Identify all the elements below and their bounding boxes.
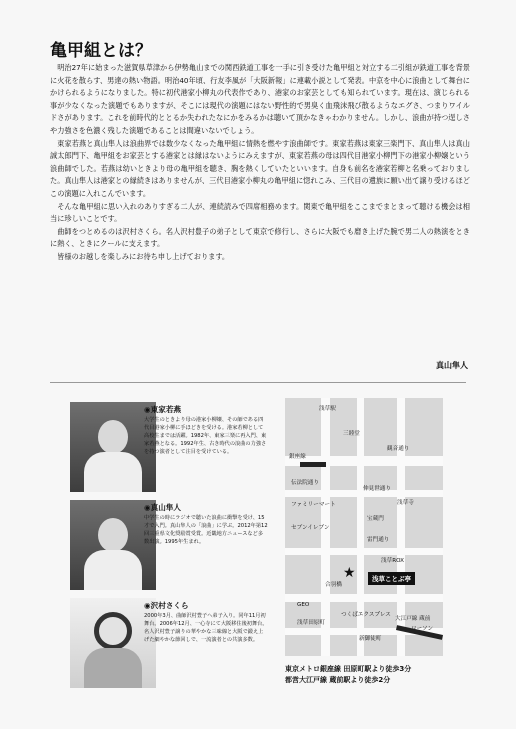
access-map: [285, 398, 443, 656]
map-label: 三睦堂: [343, 431, 360, 437]
paragraph: 明治27年に始まった滋賀県草津から伊勢亀山までの関西鉄道工事を一手に引き受けた亀甲組と対立する二引組が鉄道工事を背景に火花を散らす、男達の熱い物語。明治40年頃、行友李風が「大阪新報」に連載小説として発表。中京を中心に浪曲として舞台にかけられるようになりました。特に初代港家小柳丸の代表作であり、港家のお家芸としても知られています。現在は、演じられる事が少なくなった演題でもありますが、そこには現代の演題にはない野性的で男臭く血飛沫飛び散るようなエグさ、つまりワイルドさがあります。これを前時代的ととるか失われたなにかをみるかは聴いて頂かなきゃわかりません。しかし、浪曲が持つ逞しさや力強さを色濃く残した演題であることは間違いないでしょう。: [50, 63, 470, 135]
access-info: [285, 664, 411, 686]
performer-name: ◉沢村さくら: [144, 601, 189, 610]
performer-name: ◉東家若燕: [144, 405, 182, 414]
map-label: 浅草駅: [319, 406, 336, 412]
signature: 真山隼人: [436, 361, 468, 370]
map-label: 仲見世通り: [363, 486, 391, 492]
map-label: 浅草田原町: [297, 620, 325, 626]
map-label: 雷門通り: [367, 537, 390, 543]
map-label: 伝法院通り: [291, 480, 319, 486]
map-label: つくばエクスプレス: [341, 612, 391, 618]
venue-star-icon: ★: [343, 565, 356, 581]
map-label: 宝蔵門: [367, 516, 384, 522]
story-body: [50, 62, 470, 264]
section-divider: [50, 382, 466, 383]
map-label: 新御徒町: [359, 636, 382, 642]
performer-description: 2000年3月、曲師沢村豊子へ弟子入り。同年11月初舞台。2006年12月、一心寺にて大阪移住後初舞台。名人沢村豊子譲りの華やかな三味線と大阪で鍛え上げた細やかな節回しで、一流演者との共演多数。: [144, 613, 268, 643]
paragraph: 東家若燕と真山隼人は浪曲界では数少なくなった亀甲組に情熱を燃やす浪曲師です。東家若燕は東家三楽門下、真山隼人は真山誠太郎門下、亀甲組をお家芸とする港家とは縁はないようにみえますが、東家若燕の母は四代目港家小柳門下の港家小柳嬢という浪曲師でした。若燕は幼いときより母の亀甲組を聴き、胸を熱くしていたといいます。自身も前名を港家若柳と名乗っておりました。真山隼人は港家との縁続きはありませんが、三代目港家小柳丸の亀甲組に惚れこみ、三代目の遺族に願い出て譲り受けるほどこの演題に入れこんでいます。: [50, 138, 470, 198]
map-label: 観音通り: [387, 446, 410, 452]
map-label: 浅草ROX: [381, 558, 404, 564]
page-title: 亀甲組とは？: [50, 41, 152, 61]
access-line: 東京メトロ銀座線 田原町駅より徒歩3分: [285, 665, 412, 673]
map-label: GEO: [297, 602, 310, 608]
map-label: 大江戸線 蔵前: [395, 616, 431, 622]
map-label: 合羽橋: [325, 582, 342, 588]
paragraph: 皆様のお越しを楽しみにお待ち申し上げております。: [57, 251, 230, 261]
performer-description: 大学生のときより母の港家小柳嬢、その師である四代目港家小柳に手ほどきを受ける。港家若柳として高校生までは活躍。1982年、東家三楽に再入門、東家若燕となる。1992年生、古き時代の浪曲の力強さを持つ演者として注目を受けている。: [144, 417, 267, 455]
access-line: 都営大江戸線 蔵前駅より徒歩2分: [285, 676, 391, 684]
performer-description: 中学生の時にラジオで聴いた浪曲に衝撃を受け、15才で入門。真山隼人の「浪曲」に学ぶ。2012年第12回三重県文化奨励賞受賞。近畿地方ニュースなど多数出演。1995年生まれ。: [144, 515, 268, 545]
map-label: 銀座線: [289, 454, 306, 460]
paragraph: そんな亀甲組に思い入れのありすぎる二人が、連続読みで四席相務めます。関東で亀甲組をここまでまとまって聴ける機会は相当に珍しいことです。: [50, 201, 470, 224]
performer-name: ◉真山隼人: [144, 503, 182, 512]
map-label: ファミリーマート: [291, 502, 336, 508]
map-label: ローソン: [411, 626, 434, 632]
paragraph: 曲師をつとめるのは沢村さくら。名人沢村豊子の弟子として東京で修行し、さらに大阪でも磨き上げた腕で男二人の熱演をときに熱く、ときにクールに支えます。: [50, 226, 470, 249]
map-label: 浅草寺: [397, 500, 414, 506]
map-label: セブンイレブン: [291, 525, 330, 531]
venue-badge: 浅草ことぶ亭: [368, 572, 415, 585]
